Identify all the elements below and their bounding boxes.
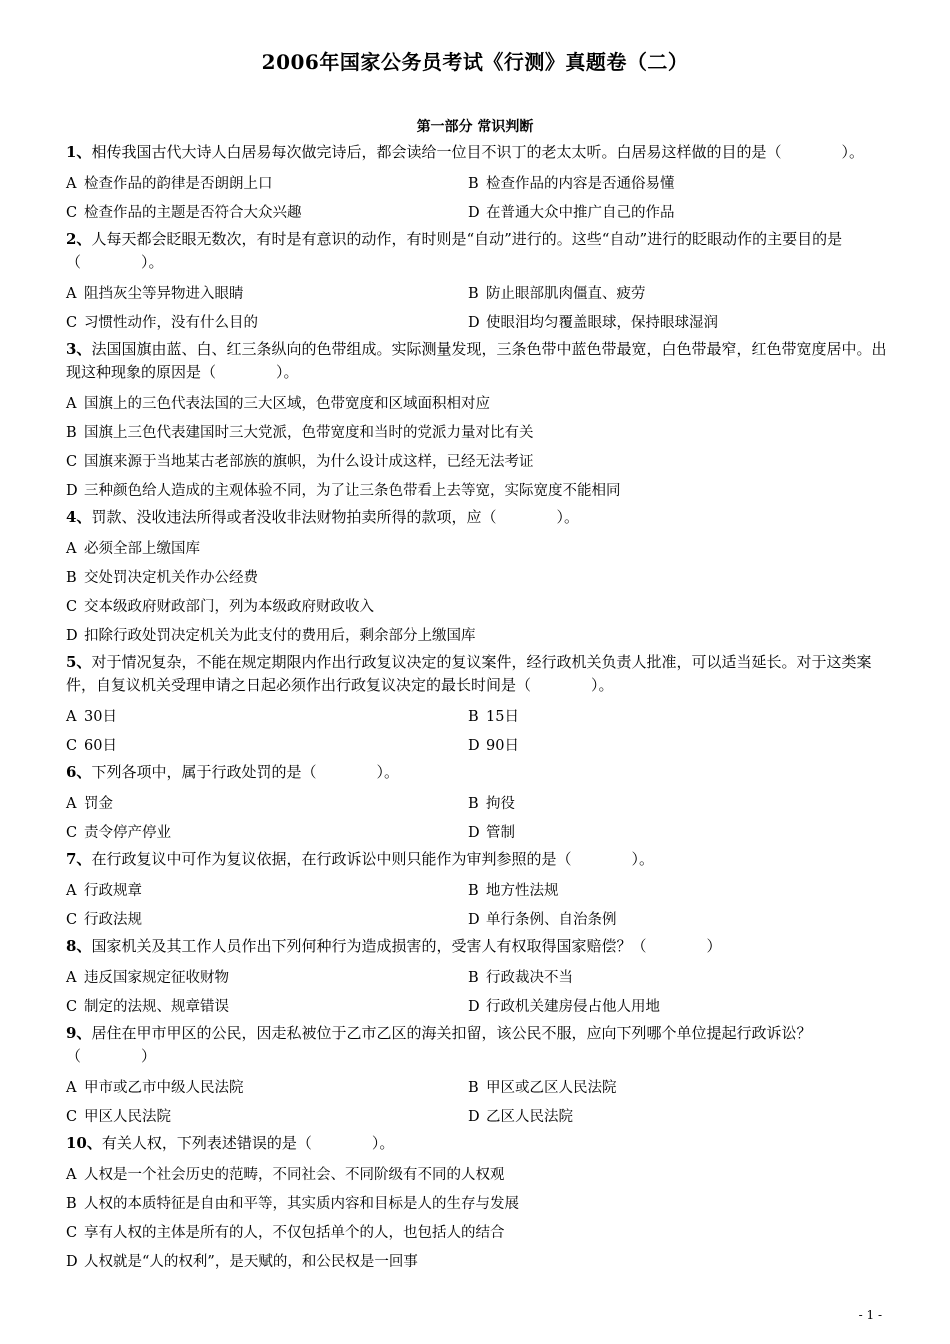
question-text: 在行政复议中可作为复议依据，在行政诉讼中则只能作为审判参照的是（ ）。 bbox=[91, 850, 654, 868]
option-a bbox=[66, 390, 891, 419]
option-text: 在普通大众中推广自己的作品 bbox=[486, 205, 675, 221]
option-a bbox=[66, 170, 468, 199]
option-letter: C bbox=[66, 205, 78, 221]
question-number: 2、 bbox=[66, 230, 92, 248]
question-number: 5、 bbox=[66, 653, 92, 671]
option-letter: C bbox=[66, 1225, 78, 1241]
question-stem bbox=[66, 651, 891, 697]
option-list bbox=[66, 170, 891, 228]
option-c bbox=[66, 593, 891, 622]
option-text: 检查作品的韵律是否朗朗上口 bbox=[84, 176, 273, 192]
option-text: 扣除行政处罚决定机关为此支付的费用后，剩余部分上缴国库 bbox=[84, 628, 476, 644]
option-list bbox=[66, 703, 891, 761]
option-letter: B bbox=[468, 796, 479, 812]
question-stem bbox=[66, 338, 891, 384]
option-text: 必须全部上缴国库 bbox=[84, 541, 200, 557]
option-letter: B bbox=[468, 286, 479, 302]
option-letter: C bbox=[66, 1109, 78, 1125]
option-b bbox=[66, 564, 891, 593]
option-letter: D bbox=[66, 628, 78, 644]
option-letter: B bbox=[66, 1196, 77, 1212]
question-stem bbox=[66, 761, 891, 784]
option-text: 90日 bbox=[486, 738, 519, 754]
question-stem bbox=[66, 141, 891, 164]
question-10 bbox=[66, 1132, 891, 1277]
option-text: 行政裁决不当 bbox=[486, 970, 573, 986]
option-a bbox=[66, 535, 891, 564]
option-a bbox=[66, 964, 468, 993]
option-text: 人权是一个社会历史的范畴，不同社会、不同阶级有不同的人权观 bbox=[84, 1167, 505, 1183]
question-number: 10、 bbox=[66, 1134, 102, 1152]
option-letter: D bbox=[468, 912, 480, 928]
option-d bbox=[468, 732, 870, 761]
option-letter: D bbox=[468, 315, 480, 331]
option-text: 60日 bbox=[84, 738, 117, 754]
option-letter: C bbox=[66, 315, 78, 331]
question-text: 对于情况复杂，不能在规定期限内作出行政复议决定的复议案件，经行政机关负责人批准，可以适当延长。对于这类案件，自复议机关受理申请之日起必须作出行政复议决定的最长时间是（ ）。 bbox=[66, 653, 872, 694]
option-text: 乙区人民法院 bbox=[486, 1109, 573, 1125]
option-a bbox=[66, 703, 468, 732]
option-b bbox=[468, 790, 870, 819]
page-number: - 1 - bbox=[858, 1308, 882, 1322]
question-number: 7、 bbox=[66, 850, 92, 868]
option-letter: C bbox=[66, 999, 78, 1015]
option-a bbox=[66, 280, 468, 309]
question-list bbox=[66, 141, 891, 1277]
option-b bbox=[468, 280, 870, 309]
option-text: 交处罚决定机关作办公经费 bbox=[84, 570, 258, 586]
option-text: 责令停产停业 bbox=[84, 825, 171, 841]
question-stem bbox=[66, 1132, 891, 1155]
option-b bbox=[468, 877, 870, 906]
option-d bbox=[468, 199, 870, 228]
question-5 bbox=[66, 651, 891, 761]
question-text: 下列各项中，属于行政处罚的是（ ）。 bbox=[91, 763, 399, 781]
page-title: 2006年国家公务员考试《行测》真题卷（二） bbox=[261, 50, 689, 74]
option-letter: D bbox=[468, 825, 480, 841]
option-a bbox=[66, 1074, 468, 1103]
option-text: 检查作品的主题是否符合大众兴趣 bbox=[84, 205, 302, 221]
question-text: 国家机关及其工作人员作出下列何种行为造成损害的，受害人有权取得国家赔偿？（ ） bbox=[91, 937, 722, 955]
option-b bbox=[66, 419, 891, 448]
option-a bbox=[66, 877, 468, 906]
option-text: 人权的本质特征是自由和平等，其实质内容和目标是人的生存与发展 bbox=[84, 1196, 519, 1212]
option-list bbox=[66, 390, 891, 506]
option-letter: B bbox=[468, 970, 479, 986]
question-2 bbox=[66, 228, 891, 338]
option-letter: A bbox=[66, 709, 77, 725]
question-text: 人每天都会眨眼无数次，有时是有意识的动作，有时则是“自动”进行的。这些“自动”进行的眨眼动作的主要目的是（ ）。 bbox=[66, 230, 843, 271]
option-c bbox=[66, 448, 891, 477]
option-b bbox=[66, 1190, 891, 1219]
option-letter: C bbox=[66, 825, 78, 841]
option-d bbox=[66, 1248, 891, 1277]
option-text: 行政法规 bbox=[84, 912, 142, 928]
question-number: 9、 bbox=[66, 1024, 92, 1042]
question-number: 6、 bbox=[66, 763, 92, 781]
option-letter: A bbox=[66, 883, 77, 899]
option-letter: D bbox=[66, 483, 78, 499]
option-b bbox=[468, 703, 870, 732]
option-text: 15日 bbox=[486, 709, 519, 725]
option-text: 三种颜色给人造成的主观体验不同，为了让三条色带看上去等宽，实际宽度不能相同 bbox=[84, 483, 621, 499]
option-a bbox=[66, 790, 468, 819]
option-d bbox=[468, 993, 870, 1022]
question-1 bbox=[66, 141, 891, 228]
option-text: 制定的法规、规章错误 bbox=[84, 999, 229, 1015]
option-d bbox=[468, 906, 870, 935]
option-b bbox=[468, 1074, 870, 1103]
option-text: 国旗上的三色代表法国的三大区域，色带宽度和区域面积相对应 bbox=[84, 396, 490, 412]
option-letter: C bbox=[66, 599, 78, 615]
option-list bbox=[66, 877, 891, 935]
option-text: 地方性法规 bbox=[486, 883, 559, 899]
question-text: 罚款、没收违法所得或者没收非法财物拍卖所得的款项，应（ ）。 bbox=[91, 508, 579, 526]
option-text: 行政机关建房侵占他人用地 bbox=[486, 999, 660, 1015]
question-stem bbox=[66, 1022, 891, 1068]
question-text: 有关人权，下列表述错误的是（ ）。 bbox=[101, 1134, 395, 1152]
option-text: 检查作品的内容是否通俗易懂 bbox=[486, 176, 675, 192]
option-text: 防止眼部肌肉僵直、疲劳 bbox=[486, 286, 646, 302]
option-letter: A bbox=[66, 796, 77, 812]
option-text: 人权就是“人的权利”，是天赋的，和公民权是一回事 bbox=[84, 1254, 418, 1270]
option-text: 国旗来源于当地某古老部族的旗帜，为什么设计成这样，已经无法考证 bbox=[84, 454, 534, 470]
option-letter: C bbox=[66, 738, 78, 754]
option-letter: B bbox=[468, 709, 479, 725]
option-d bbox=[468, 1103, 870, 1132]
option-text: 单行条例、自治条例 bbox=[486, 912, 617, 928]
option-text: 甲区或乙区人民法院 bbox=[486, 1080, 617, 1096]
option-list bbox=[66, 1161, 891, 1277]
question-6 bbox=[66, 761, 891, 848]
question-8 bbox=[66, 935, 891, 1022]
option-letter: A bbox=[66, 970, 77, 986]
option-letter: A bbox=[66, 176, 77, 192]
option-c bbox=[66, 309, 468, 338]
option-text: 甲市或乙市中级人民法院 bbox=[84, 1080, 244, 1096]
option-c bbox=[66, 819, 468, 848]
option-letter: D bbox=[468, 999, 480, 1015]
option-letter: A bbox=[66, 396, 77, 412]
question-text: 相传我国古代大诗人白居易每次做完诗后，都会读给一位目不识丁的老太太听。白居易这样做的目的是（ ）。 bbox=[91, 143, 864, 161]
option-c bbox=[66, 732, 468, 761]
option-letter: C bbox=[66, 454, 78, 470]
option-list bbox=[66, 790, 891, 848]
option-letter: B bbox=[468, 1080, 479, 1096]
option-text: 违反国家规定征收财物 bbox=[84, 970, 229, 986]
question-stem bbox=[66, 506, 891, 529]
option-text: 使眼泪均匀覆盖眼球，保持眼球湿润 bbox=[486, 315, 718, 331]
question-number: 3、 bbox=[66, 340, 92, 358]
option-letter: B bbox=[66, 570, 77, 586]
option-letter: D bbox=[468, 738, 480, 754]
option-letter: D bbox=[66, 1254, 78, 1270]
option-b bbox=[468, 964, 870, 993]
question-text: 居住在甲市甲区的公民，因走私被位于乙市乙区的海关扣留，该公民不服，应向下列哪个单位提起行政诉讼？（ ） bbox=[66, 1024, 812, 1065]
option-d bbox=[468, 309, 870, 338]
question-3 bbox=[66, 338, 891, 506]
option-list bbox=[66, 1074, 891, 1132]
option-c bbox=[66, 199, 468, 228]
option-d bbox=[468, 819, 870, 848]
option-text: 拘役 bbox=[486, 796, 515, 812]
option-list bbox=[66, 280, 891, 338]
question-9 bbox=[66, 1022, 891, 1132]
section-heading: 第一部分 常识判断 bbox=[416, 119, 534, 135]
option-letter: C bbox=[66, 912, 78, 928]
option-c bbox=[66, 993, 468, 1022]
option-letter: A bbox=[66, 286, 77, 302]
question-text: 法国国旗由蓝、白、红三条纵向的色带组成。实际测量发现，三条色带中蓝色带最宽，白色带最窄，红色带宽度居中。出现这种现象的原因是（ ）。 bbox=[66, 340, 887, 381]
question-stem bbox=[66, 228, 891, 274]
option-a bbox=[66, 1161, 891, 1190]
option-text: 罚金 bbox=[84, 796, 113, 812]
option-d bbox=[66, 622, 891, 651]
option-text: 阻挡灰尘等异物进入眼睛 bbox=[84, 286, 244, 302]
option-text: 30日 bbox=[84, 709, 117, 725]
option-letter: B bbox=[468, 176, 479, 192]
option-letter: A bbox=[66, 1080, 77, 1096]
option-text: 管制 bbox=[486, 825, 515, 841]
question-7 bbox=[66, 848, 891, 935]
option-c bbox=[66, 1103, 468, 1132]
option-text: 习惯性动作，没有什么目的 bbox=[84, 315, 258, 331]
question-number: 8、 bbox=[66, 937, 92, 955]
option-letter: D bbox=[468, 205, 480, 221]
option-text: 甲区人民法院 bbox=[84, 1109, 171, 1125]
question-number: 1、 bbox=[66, 143, 92, 161]
question-stem bbox=[66, 848, 891, 871]
option-text: 行政规章 bbox=[84, 883, 142, 899]
option-letter: D bbox=[468, 1109, 480, 1125]
option-list bbox=[66, 964, 891, 1022]
option-list bbox=[66, 535, 891, 651]
option-letter: B bbox=[468, 883, 479, 899]
option-text: 国旗上三色代表建国时三大党派，色带宽度和当时的党派力量对比有关 bbox=[84, 425, 534, 441]
option-c bbox=[66, 1219, 891, 1248]
option-letter: B bbox=[66, 425, 77, 441]
option-c bbox=[66, 906, 468, 935]
option-letter: A bbox=[66, 1167, 77, 1183]
option-text: 交本级政府财政部门，列为本级政府财政收入 bbox=[84, 599, 374, 615]
question-number: 4、 bbox=[66, 508, 92, 526]
option-d bbox=[66, 477, 891, 506]
question-4 bbox=[66, 506, 891, 651]
option-text: 享有人权的主体是所有的人，不仅包括单个的人，也包括人的结合 bbox=[84, 1225, 505, 1241]
option-b bbox=[468, 170, 870, 199]
option-letter: A bbox=[66, 541, 77, 557]
question-stem bbox=[66, 935, 891, 958]
